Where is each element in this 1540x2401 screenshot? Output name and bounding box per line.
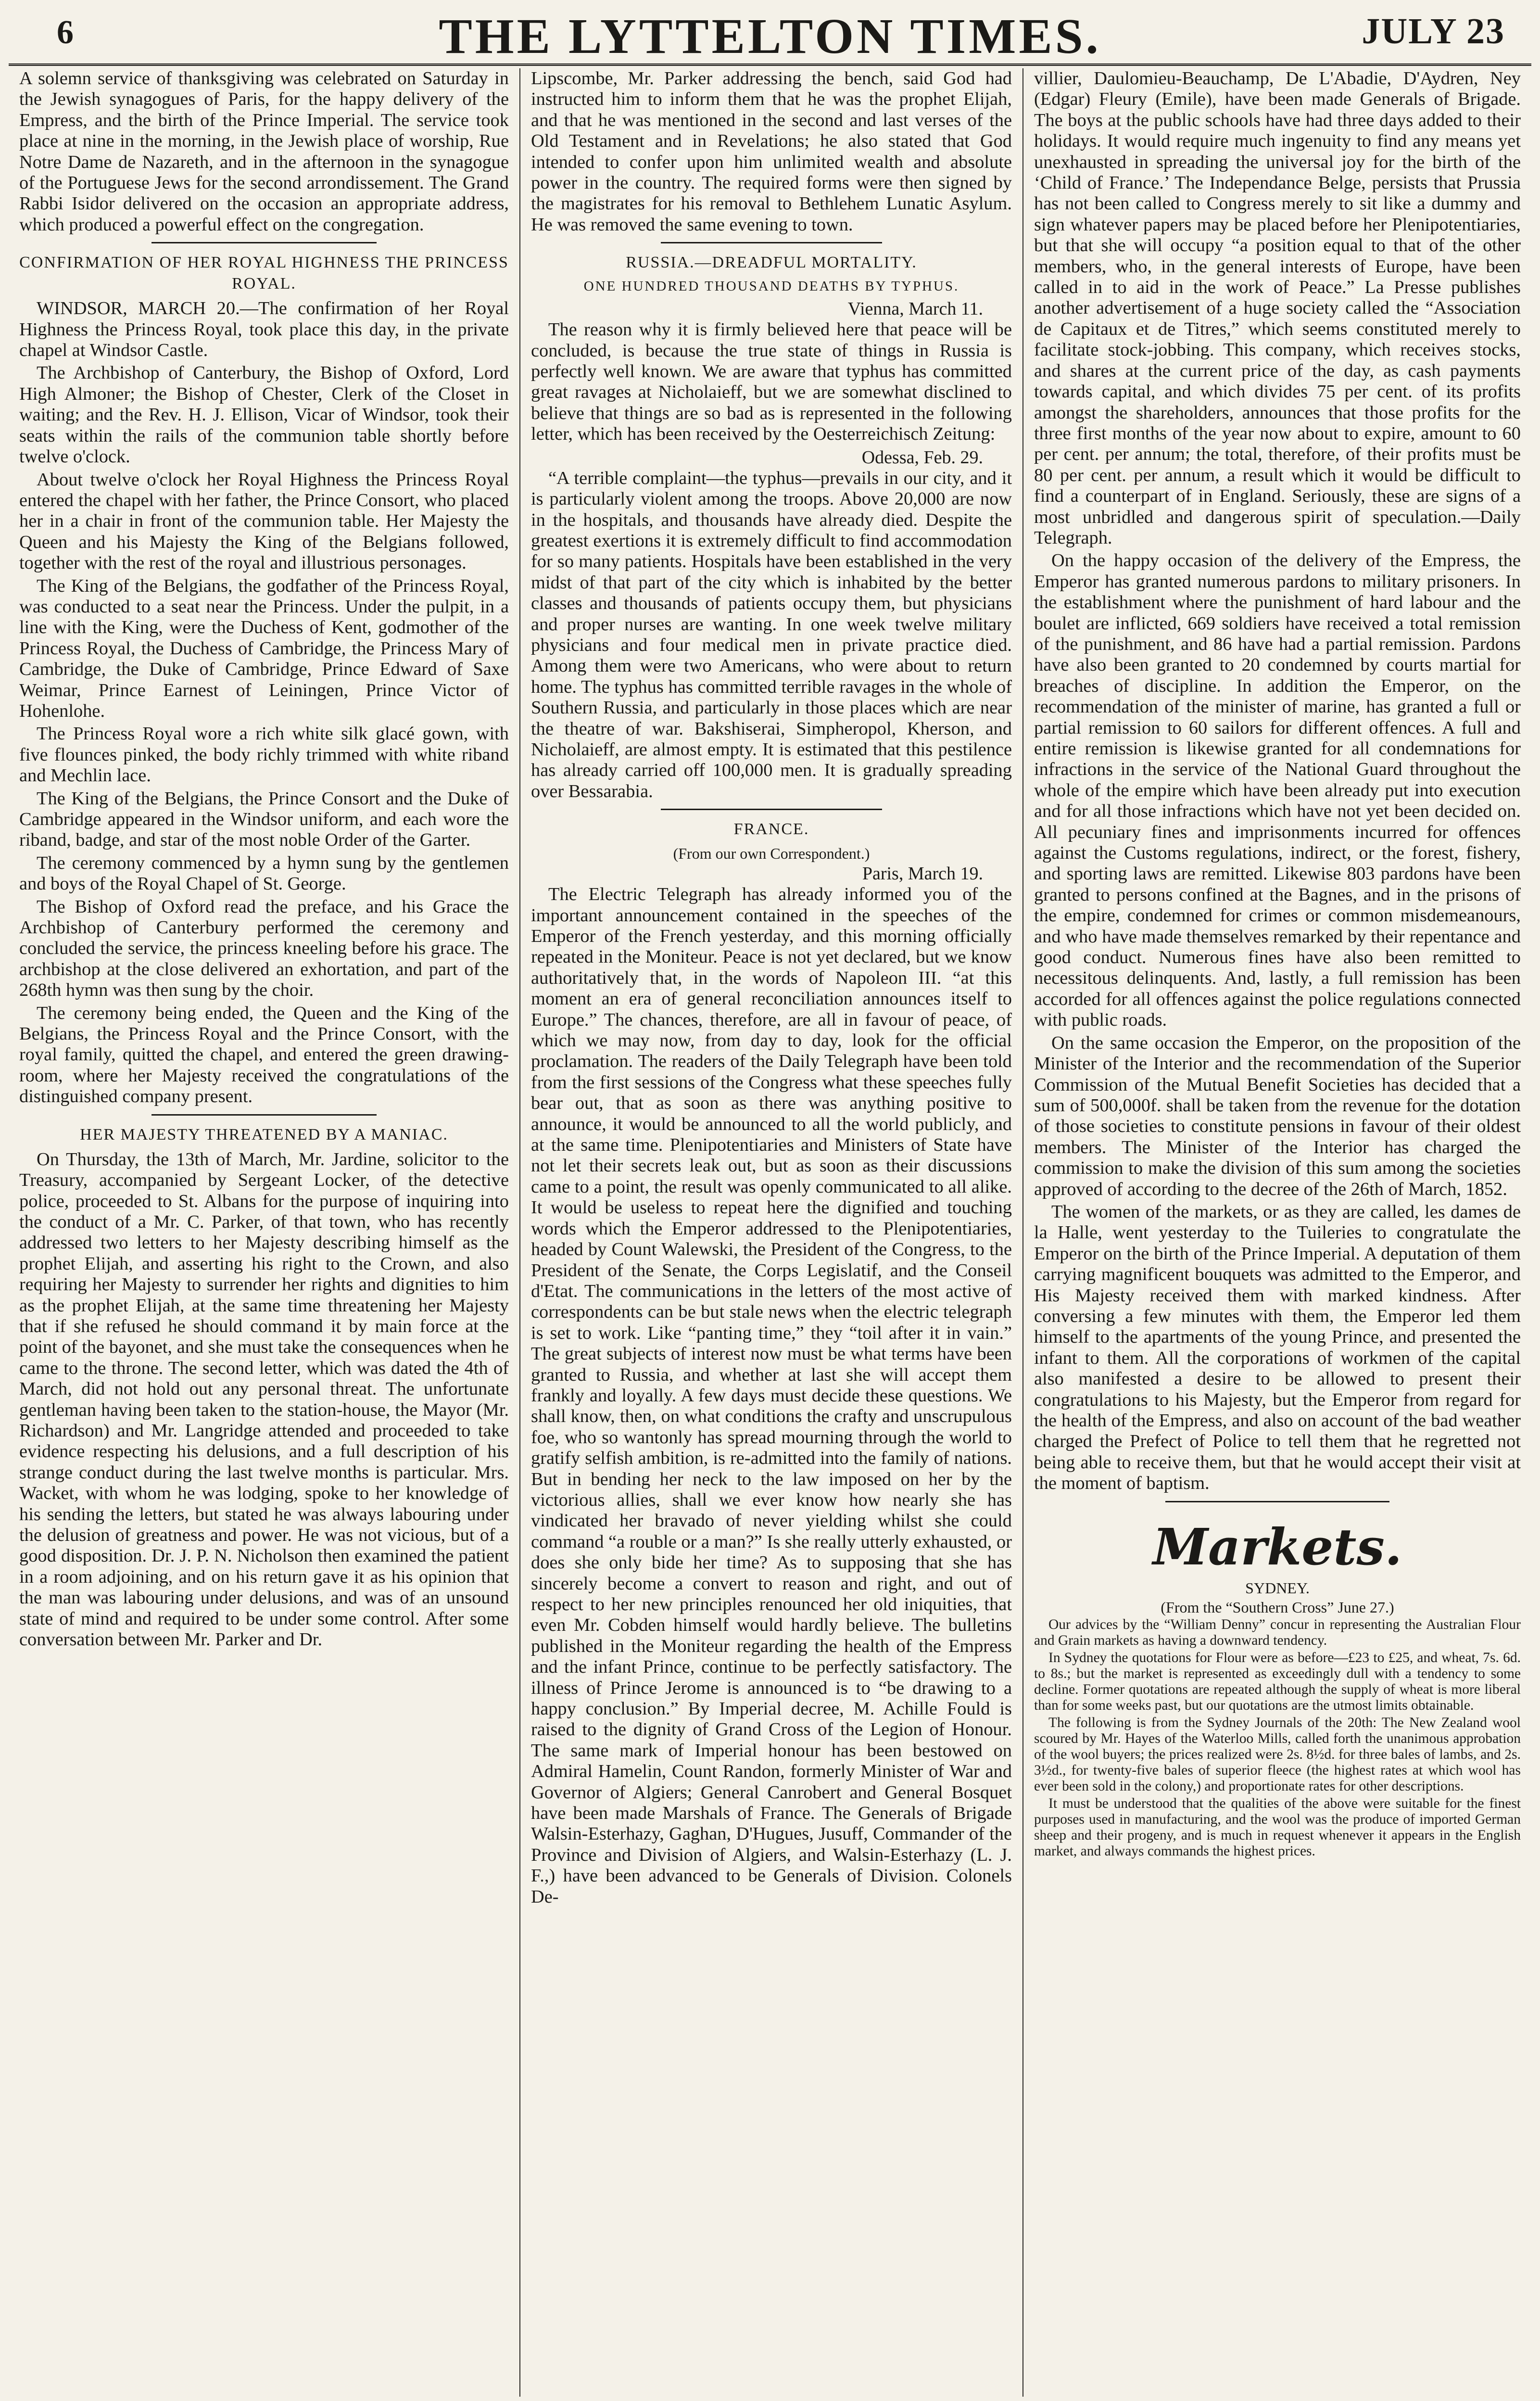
article-paragraph: The Electric Telegraph has already informed you of the important announcement contained in the speeches of the Emperor of the French yesterday, and this morning officially repeated in the Moniteur. Peace is not yet declared, but we know authoritatively that, in the words of Napoleon III. “at this moment an era of general reconciliation announces itself to Europe.” The chances, therefore, are all in favour of peace, of which we may now, from day to day, look for the official proclamation. The readers of the Daily Telegraph have been told from the first sessions of the Congress what these speeches fully bear out, that as soon as there was anything positive to announce, it would be announced to all the world publicly, and at the same time. Plenipotentiaries and Ministers of State have not let their secrets leak out, but as soon as their discussions came to a point, the result was openly communicated to all alike. It would be useless to repeat here the dignified and touching words which the Emperor addressed to the Plenipotentiaries, headed by Count Walewski, the President of the Congress, to the President of the Senate, the Corps Legislatif, and the Conseil d'Etat. The communications in the letters of the most active of correspondents can be but stale news when the electric telegraph is set to work. Like “panting time,” they “toil after it in vain.” The great subjects of interest now must be what terms have been granted to Russia, and whether at last she will accept them frankly and loyally. A few days must decide these questions. We shall know, then, on what conditions the crafty and unscrupulous foe, who so wantonly has spread mourning through the world to gratify selfish ambition, is re-admitted into the family of nations. But in bending her neck to the law imposed on her by the victorious allies, shall we ever know how nearly she has vindicated her bravado of never yielding whilst she could command “a rouble or a man?” Is she really utterly exhausted, or does she only bide her time? As to supposing that she has sincerely become a convert to reason and right, and out of respect to her new principles renounced her old iniquities, that even Mr. Cobden himself would hardly believe. The bulletins published in the Moniteur regarding the health of the Empress and the infant Prince, continue to be perfectly satisfactory. The illness of Prince Jerome is announced is to “be drawing to a happy conclusion.” By Imperial decree, M. Achille Fould is raised to the dignity of Grand Cross of the Legion of Honour. The same mark of Imperial honour has been bestowed on Admiral Hamelin, Count Randon, formerly Minister of War and Governor of Algiers; General Canrobert and General Bosquet have been made Marshals of France. The Generals of Brigade Walsin-Esterhazy, Gaghan, D'Hugues, Jusuff, Commander of the Province and Division of Algiers, and Walsin-Esterhazy (L. J. F.,) have been advanced to be Generals of Division. Colonels De- (531, 884, 1012, 1907)
article-paragraph: The Bishop of Oxford read the preface, and his Grace the Archbishop of Canterbury performed the ceremony and concluded the service, the princess kneeling before his grace. The archbishop at the close delivered an exhortation, and part of the 268th hymn was then sung by the choir. (19, 896, 509, 1001)
article-paragraph: On the same occasion the Emperor, on the proposition of the Minister of the Interior and the recommendation of the Superior Commission of the Mutual Benefit Societies has decided that a sum of 500,000f. shall be taken from the revenue for the dotation of those societies to constitute pensions in favour of their oldest members. The Minister of the Interior has charged the commission to make the division of this sum among the societies approved of according to the decree of the 26th of March, 1852. (1034, 1032, 1521, 1199)
section-title: SYDNEY. (1245, 1579, 1310, 1597)
article-paragraph: About twelve o'clock her Royal Highness the Princess Royal entered the chapel with her father, the Prince Consort, who placed her in a chair in front of the communion table. Her Majesty the Queen and his Majesty the King of the Belgians followed, together with the rest of the royal and illustrious personages. (19, 469, 509, 573)
article-paragraph: The reason why it is firmly believed here that peace will be concluded, is because the true state of things in Russia is perfectly well known. We are aware that typhus has committed great ravages at Nicholaieff, but we are somewhat disclined to believe that things are so bad as is represented in the following letter, which has been received by the Oesterreichisch Zeitung: (531, 319, 1012, 445)
article-heading: FRANCE. (733, 820, 809, 838)
article-paragraph: The women of the markets, or as they are called, les dames de la Halle, went yesterday to the Tuileries to congratulate the Emperor on the birth of the Prince Imperial. A deputation of them carrying magnificent bouquets was admitted to the Emperor, and His Majesty received them with marked kindness. After conversing a few minutes with them, the Emperor led them himself to the apartments of the young Prince, and presented the infant to them. All the corporations of workmen of the capital also manifested a desire to be allowed to present their congratulations to his Majesty, but the Emperor from regard for the health of the Empress, and also on account of the bad weather charged the Prefect of Police to tell them that he regretted not being able to receive them, but that he would accept their visit at the moment of baptism. (1034, 1201, 1521, 1494)
market-paragraph: Our advices by the “William Denny” concur in representing the Australian Flour and Grain markets as having a downward tendency. (1034, 1616, 1521, 1648)
column-2 (519, 68, 1022, 2397)
article-paragraph: “A terrible complaint—the typhus—prevails in our city, and it is particularly violent among the troops. Above 20,000 are now in the hospitals, and thousands have already died. Despite the greatest exertions it is extremely difficult to find accommodation for so many patients. Hospitals have been established in the very midst of that part of the city which is inhabited by the better classes and thousands of patients occupy them, but physicians and proper nurses are wanting. In one week twelve military physicians and four medical men in private practice died. Among them were two Americans, who were about to return home. The typhus has committed terrible ravages in the whole of Southern Russia, and particularly in those places which are near the theatre of war. Bakshiserai, Simpheropol, Kherson, and Nicholaieff, are almost empty. It is estimated that this pestilence has already carried off 100,000 men. It is gradually spreading over Bessarabia. (531, 468, 1012, 801)
dateline: Vienna, March 11. (847, 299, 983, 319)
dateline: Odessa, Feb. 29. (861, 447, 983, 468)
market-paragraph: It must be understood that the qualities of the above were suitable for the finest purposes used in manufacturing, and the wool was the produce of imported German sheep and their progeny, and is much in request whenever it appears in the English market, and always commands the highest prices. (1034, 1795, 1521, 1859)
article-heading: CONFIRMATION OF HER ROYAL HIGHNESS THE PRINCESS ROYAL. (19, 254, 509, 293)
page-number: 6 (57, 14, 74, 51)
article-paragraph: The ceremony being ended, the Queen and the King of the Belgians, the Princess Royal and the Prince Consort, with the royal family, quitted the chapel, and entered the green drawing-room, where her Majesty received the congratulations of the distinguished company present. (19, 1003, 509, 1107)
divider (1165, 1501, 1389, 1502)
article-heading: RUSSIA.—DREADFUL MORTALITY. (626, 254, 917, 272)
article-paragraph: villier, Daulomieu-Beauchamp, De L'Abadie, D'Aydren, Ney (Edgar) Fleury (Emile), have been made Generals of Brigade. The boys at the public schools have had three days added to their holidays. It would require much ingenuity to find any means yet unexhausted in spreading the universal joy for the birth of the ‘Child of France.’ The Independance Belge, persists that Prussia has not been called to Congress merely to sit like a dummy and sign whatever papers may be placed before her Plenipotentiaries, but that she will occupy “a position equal to that of the other members, who, in the general interests of Europe, have been called in to aid in the work of Peace.” La Presse publishes another advertisement of a huge society called the “Association de Capitaux et de Titres,” which seems constituted merely to facilitate stock-jobbing. This company, which receives stocks, and shares at the current price of the day, as cash payments towards capital, and which divides 75 per cent. of its profits amongst the shareholders, announces that those profits for the three first months of the year now about to expire, amount to 60 per cent. per annum; the total, therefore, of their profits must be 80 per cent. per annum, a result which it would be difficult to find a counterpart of in England. Seriously, these are signs of a most unbridled and dangerous spirit of speculation.—Daily Telegraph. (1034, 68, 1521, 548)
dateline: Paris, March 19. (862, 864, 983, 884)
article-paragraph: WINDSOR, MARCH 20.—The confirmation of her Royal Highness the Princess Royal, took place this day, in the private chapel at Windsor Castle. (19, 298, 509, 361)
article-paragraph: On the happy occasion of the delivery of the Empress, the Emperor has granted numerous pardons to military prisoners. In the establishment where the punishment of hard labour and the boulet are inflicted, 669 soldiers have received a total remission of the punishment, and 86 have had a partial remission. Pardons have also been granted to 20 condemned by courts martial for breaches of discipline. In addition the Emperor, on the recommendation of the minister of marine, has granted a full or partial remission to 60 sailors for different offences. A full and entire remission is likewise granted for all condemnations for infractions in the service of the National Guard throughout the whole of the empire which have been already put into execution and for all those infractions which have not yet been decided on. All pecuniary fines and imprisonments incurred for offences against the Customs regulations, indirect, or the forest, fishery, and sporting laws are remitted. Likewise 803 pardons have been granted to persons confined at the Bagnes, and in the prisons of the empire, condemned for crimes or common misdemeanours, and who have made themselves remarked by their repentance and good conduct. Numerous fines have also been remitted to necessitous delinquents. And, lastly, a full remission has been accorded for all offences against the police regulations connected with public roads. (1034, 550, 1521, 1030)
article-paragraph: The Princess Royal wore a rich white silk glacé gown, with five flounces pinked, the body richly trimmed with white riband and Mechlin lace. (19, 724, 509, 786)
column-1 (9, 68, 519, 2397)
article-paragraph: The Archbishop of Canterbury, the Bishop of Oxford, Lord High Almoner; the Bishop of Chester, Clerk of the Closet in waiting; and the Rev. H. J. Ellison, Vicar of Windsor, took their seats within the rails of the communion table shortly before twelve o'clock. (19, 363, 509, 467)
article-paragraph: The King of the Belgians, the Prince Consort and the Duke of Cambridge appeared in the Windsor uniform, and each wore the riband, badge, and star of the most noble Order of the Garter. (19, 788, 509, 851)
article-heading: HER MAJESTY THREATENED BY A MANIAC. (80, 1125, 448, 1143)
article-paragraph: Lipscombe, Mr. Parker addressing the bench, said God had instructed him to inform them that he was the prophet Elijah, and that he was mentioned in the second and last verses of the Old Testament and in Revelations; he also stated that God intended to confer upon him unlimited wealth and absolute power in the country. The required forms were then signed by the magistrates for his removal to Bethlehem Lunatic Asylum. He was removed the same evening to town. (531, 68, 1012, 235)
column-3 (1022, 68, 1531, 2397)
divider (151, 242, 377, 243)
newspaper-title: THE LYTTELTON TIMES. (439, 9, 1101, 64)
divider (661, 242, 882, 243)
columns (9, 68, 1531, 2397)
article-subheading: (From our own Correspondent.) (673, 845, 870, 863)
markets-heading: Markets. (1152, 1517, 1402, 1576)
article-paragraph: On Thursday, the 13th of March, Mr. Jardine, solicitor to the Treasury, accompanied by Sergeant Locker, of the detective police, proceeded to St. Albans for the purpose of inquiring into the conduct of a Mr. C. Parker, of that town, who has recently addressed two letters to her Majesty describing himself as the prophet Elijah, and asserting his right to the Crown, and also requiring her Majesty to surrender her rights and dignities to him as the prophet Elijah, at the same time threatening her Majesty that if she refused he should command it by main force at the point of the bayonet, and she must take the consequences when he came to the throne. The second letter, which was dated the 4th of March, did not hold out any personal threat. The unfortunate gentleman having been taken to the station-house, the Mayor (Mr. Richardson) and Mr. Langridge attended and proceeded to take evidence respecting his delusions, and a full description of his strange conduct during the last twelve months is particular. Mrs. Wacket, with whom he was lodging, spoke to her knowledge of his sending the letters, but stated he was always labouring under the delusion of greatness and power. He was not vicious, but of a good disposition. Dr. J. P. N. Nicholson then examined the patient in a room adjoining, and on his return gave it as his opinion that the man was labouring under delusions, and was of an unsound state of mind and required to be under some control. After some conversation between Mr. Parker and Dr. (19, 1149, 509, 1650)
article-paragraph: The King of the Belgians, the godfather of the Princess Royal, was conducted to a seat near the Princess. Under the pulpit, in a line with the King, were the Duchess of Kent, godmother of the Princess Royal, the Duchess of Cambridge, the Princess Mary of Cambridge, the Duke of Cambridge, Prince Edward of Saxe Weimar, Prince Earnest of Leiningen, Prince Victor of Hohenlohe. (19, 575, 509, 721)
masthead (9, 0, 1531, 66)
divider (151, 1114, 377, 1116)
section-subtitle: (From the “Southern Cross” June 27.) (1161, 1598, 1394, 1616)
market-paragraph: The following is from the Sydney Journals of the 20th: The New Zealand wool scoured by Mr. Hayes of the Waterloo Mills, called forth the unanimous approbation of the wool buyers; the prices realized were 2s. 8½d. for three bales of lambs, and 2s. 3½d., for twenty-five bales of superior fleece (the highest rates at which wool has ever been sold in the colony,) and proportionate rates for other descriptions. (1034, 1715, 1521, 1794)
article-paragraph: The ceremony commenced by a hymn sung by the gentlemen and boys of the Royal Chapel of St. George. (19, 852, 509, 894)
market-paragraph: In Sydney the quotations for Flour were as before—£23 to £25, and wheat, 7s. 6d. to 8s.; but the market is represented as exceedingly dull with a tendency to some decline. Former quotations are repeated although the supply of wheat is more liberal than for some weeks past, but our quotations are the utmost limits obtainable. (1034, 1650, 1521, 1713)
divider (661, 809, 882, 810)
article-subheading: ONE HUNDRED THOUSAND DEATHS BY TYPHUS. (583, 279, 959, 294)
article-paragraph: A solemn service of thanksgiving was celebrated on Saturday in the Jewish synagogues of Paris, for the happy delivery of the Empress, and the birth of the Prince Imperial. The service took place at nine in the morning, in the Jewish place of worship, Rue Notre Dame de Nazareth, and in the afternoon in the synagogue of the Portuguese Jews for the second arrondissement. The Grand Rabbi Isidor delivered on the occasion an appropriate address, which produced a powerful effect on the congregation. (19, 68, 509, 235)
issue-date: JULY 23 (1362, 11, 1505, 51)
